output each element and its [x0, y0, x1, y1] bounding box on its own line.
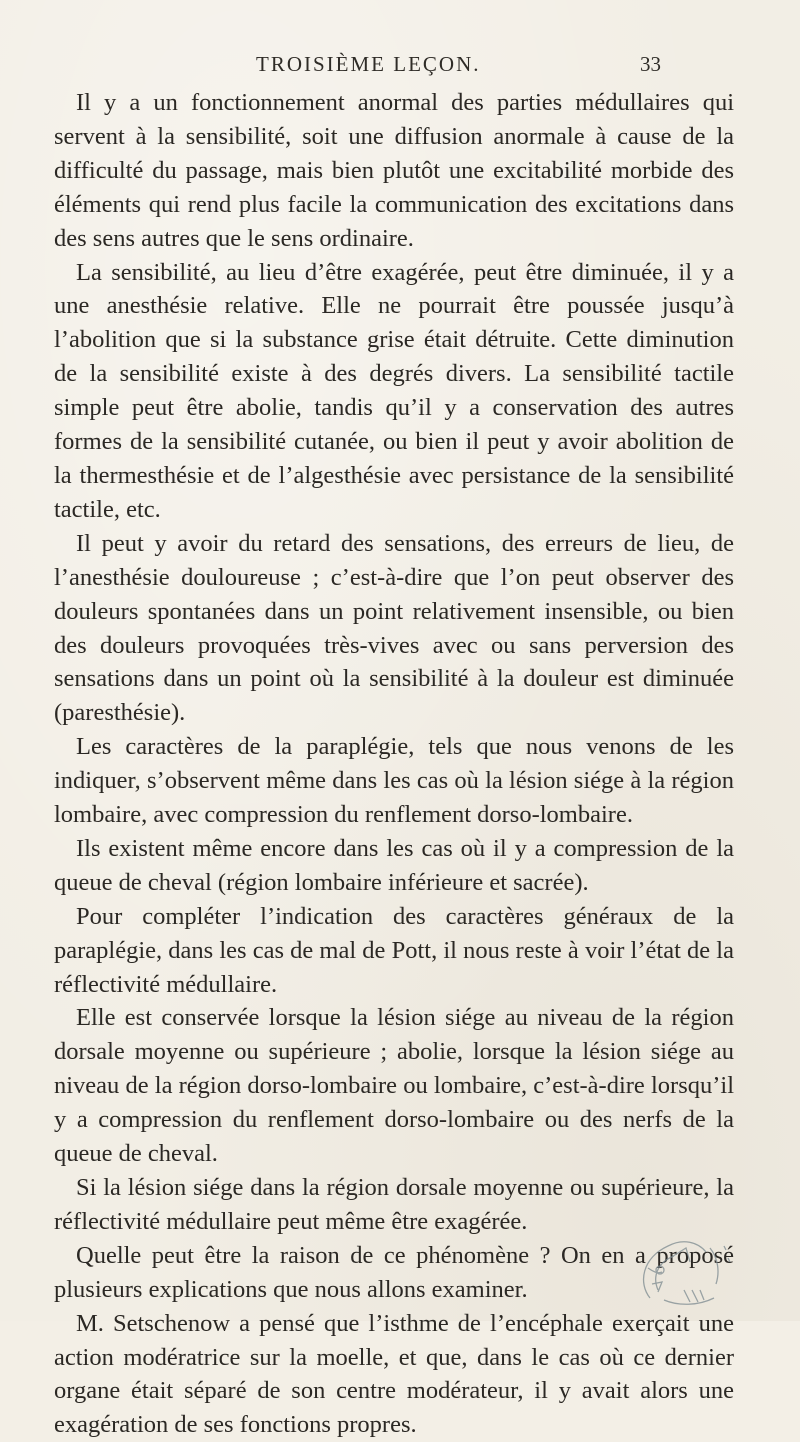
paragraph: Quelle peut être la raison de ce phénomène ? On en a proposé plusieurs explications que nous allons examiner. [54, 1241, 734, 1303]
paragraph: La sensibilité, au lieu d’être exagérée, peut être diminuée, il y a une anesthésie relative. Elle ne pourrait être poussée jusqu’à l’abolition que si la substance grise était détruite. Cette diminution de la sensibilité existe à des degrés divers. La sensibilité tactile simple peut être abolie, tandis qu’il y a conservation des autres formes de la sensibilité cutanée, ou bien il peut y avoir abolition de la thermesthésie et de l’algesthésie avec persistance de la sensibilité tactile, etc. [54, 258, 734, 523]
paragraph: Pour compléter l’indication des caractères généraux de la paraplégie, dans les cas de mal de Pott, il nous reste à voir l’état de la réflectivité médullaire. [54, 902, 734, 998]
running-title: TROISIÈME LEÇON. [256, 52, 481, 76]
paragraph: Si la lésion siége dans la région dorsale moyenne ou supérieure, la réflectivité médullaire peut même être exagérée. [54, 1174, 734, 1235]
running-header [0, 52, 800, 86]
paragraph: M. Setschenow a pensé que l’isthme de l’encéphale exerçait une action modératrice sur la moelle, et que, dans le cas où ce dernier organe était séparé de son centre modérateur, il y avait alors une exagération de ses fonctions propres. [54, 1309, 734, 1439]
paragraph: Les caractères de la paraplégie, tels que nous venons de les indiquer, s’observent même dans les cas où la lésion siége à la région lombaire, avec compression du renflement dorso-lombaire. [54, 733, 734, 829]
paragraph: Ils existent même encore dans les cas où il y a compression de la queue de cheval (région lombaire inférieure et sacrée). [54, 834, 734, 896]
paragraph: Elle est conservée lorsque la lésion siége au niveau de la région dorsale moyenne ou supérieure ; abolie, lorsque la lésion siége au niveau de la région dorso-lombaire ou lombaire, c’est-à-dire lorsqu’il y a compression du renflement dorso-lombaire ou des nerfs de la queue de cheval. [54, 1004, 734, 1168]
library-stamp-icon [628, 1228, 738, 1314]
paragraph: Il peut y avoir du retard des sensations, des erreurs de lieu, de l’anesthésie douloureuse ; c’est-à-dire que l’on peut observer des douleurs spontanées dans un point relativement insensible, ou bien des douleurs provoquées très-vives avec ou sans perversion des sensations dans un point où la sensibilité à la douleur est diminuée (paresthésie). [54, 529, 734, 727]
page-number: 33 [640, 52, 661, 76]
paragraph: Il y a un fonctionnement anormal des parties médullaires qui servent à la sensibilité, soit une diffusion anormale à cause de la difficulté du passage, mais bien plutôt une excitabilité morbide des éléments qui rend plus facile la communication des excitations dans des sens autres que le sens ordinaire. [54, 89, 734, 252]
